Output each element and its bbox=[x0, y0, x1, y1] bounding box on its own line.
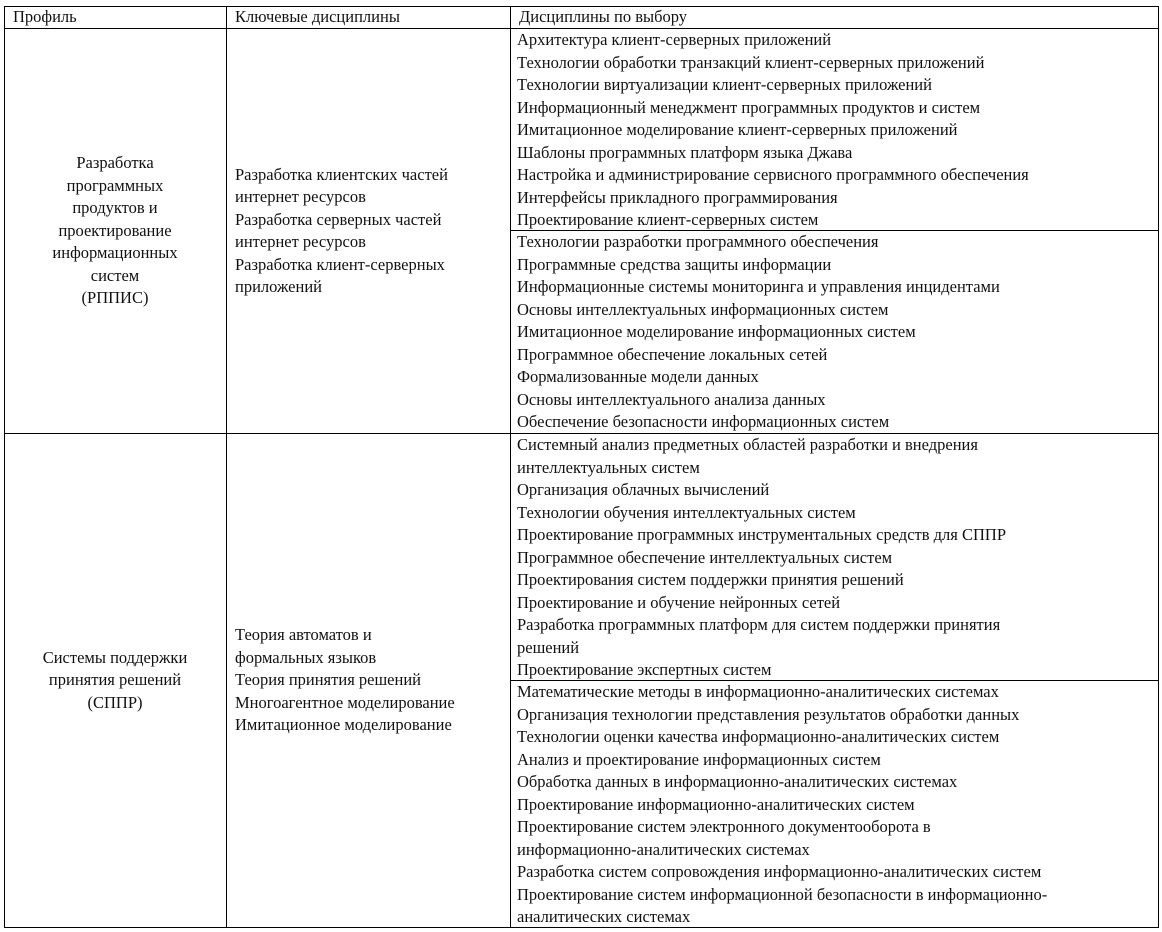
key-discipline-line: Многоагентное моделирование bbox=[235, 692, 455, 712]
elective-item: Проектирование информационно-аналитических систем bbox=[517, 794, 915, 814]
elective-item: Математические методы в информационно-аналитических системах bbox=[517, 682, 999, 701]
profile-line: принятия решений bbox=[48, 670, 182, 690]
profile-line: Разработка bbox=[76, 153, 154, 173]
elective-group bbox=[510, 231, 1159, 434]
elective-item: Организация облачных вычислений bbox=[517, 480, 770, 499]
elective-item: Обработка данных в информационно-аналитических системах bbox=[517, 772, 958, 791]
elective-item: Программные средства защиты информации bbox=[517, 254, 832, 274]
elective-item: Разработка программных платформ для систем поддержки принятия bbox=[517, 615, 1001, 634]
key-discipline-line: Разработка серверных частей bbox=[235, 209, 442, 229]
elective-group bbox=[510, 29, 1159, 232]
elective-item: интеллектуальных систем bbox=[517, 457, 700, 477]
key-discipline-line: Разработка клиент-серверных bbox=[235, 254, 445, 274]
key-discipline-line: Теория автоматов и bbox=[235, 625, 372, 645]
profile-cell bbox=[4, 434, 226, 927]
elective-item: Программное обеспечение локальных сетей bbox=[517, 344, 828, 364]
elective-item: Интерфейсы прикладного программирования bbox=[517, 187, 838, 207]
elective-item: Настройка и администрирование сервисного программного обеспечения bbox=[517, 165, 1029, 184]
key-discipline-line: Теория принятия решений bbox=[235, 670, 421, 690]
elective-item: Организация технологии представления результатов обработки данных bbox=[517, 704, 1020, 724]
elective-item: решений bbox=[517, 637, 580, 657]
elective-item: Анализ и проектирование информационных систем bbox=[517, 749, 881, 769]
elective-group bbox=[510, 434, 1159, 682]
key-discipline-line: приложений bbox=[235, 277, 322, 296]
key-discipline-line: Имитационное моделирование bbox=[235, 715, 452, 735]
profile-cell bbox=[4, 29, 226, 433]
profile-line: проектирование bbox=[58, 220, 172, 240]
elective-item: Технологии обучения интеллектуальных систем bbox=[517, 502, 856, 522]
profile-line: продуктов и bbox=[72, 198, 158, 218]
elective-item: Формализованные модели данных bbox=[517, 367, 759, 386]
elective-item: информационно-аналитических системах bbox=[517, 839, 810, 859]
profile-line: систем bbox=[90, 265, 140, 285]
profile-line: Системы поддержки bbox=[42, 647, 188, 667]
elective-item: Технологии разработки программного обеспечения bbox=[517, 232, 879, 251]
profile-line: (РППИС) bbox=[81, 288, 149, 308]
elective-item: Технологии виртуализации клиент-серверных приложений bbox=[517, 75, 932, 94]
header-key-disciplines: Ключевые дисциплины bbox=[235, 7, 400, 26]
elective-item: Информационный менеджмент программных продуктов и систем bbox=[517, 97, 981, 117]
profile-line: программных bbox=[66, 175, 164, 195]
profile-line: информационных bbox=[52, 243, 178, 263]
elective-item: Шаблоны программных платформ языка Джава bbox=[517, 142, 853, 162]
elective-item: Основы интеллектуального анализа данных bbox=[517, 389, 826, 409]
elective-item: Обеспечение безопасности информационных систем bbox=[517, 412, 890, 431]
elective-group bbox=[510, 681, 1159, 929]
elective-item: аналитических системах bbox=[517, 907, 691, 926]
elective-item: Проектирования систем поддержки принятия решений bbox=[517, 570, 904, 589]
elective-item: Информационные системы мониторинга и управления инцидентами bbox=[517, 277, 1000, 296]
elective-item: Проектирование экспертных систем bbox=[517, 660, 772, 679]
elective-item: Проектирование клиент-серверных систем bbox=[517, 210, 819, 229]
elective-item: Проектирование программных инструментальных средств для СППР bbox=[517, 525, 1006, 544]
elective-item: Технологии оценки качества информационно-аналитических систем bbox=[517, 727, 1000, 746]
key-discipline-line: Разработка клиентских частей bbox=[235, 164, 448, 184]
header-profile: Профиль bbox=[13, 7, 77, 26]
elective-item: Архитектура клиент-серверных приложений bbox=[517, 30, 832, 49]
elective-item: Проектирование систем информационной безопасности в информационно- bbox=[517, 884, 1048, 904]
disciplines-table bbox=[4, 6, 1159, 928]
elective-item: Имитационное моделирование информационных систем bbox=[517, 322, 916, 341]
key-disciplines-cell bbox=[226, 29, 510, 433]
profile-line: (СППР) bbox=[87, 692, 143, 712]
elective-item: Основы интеллектуальных информационных систем bbox=[517, 299, 889, 319]
header-elective-disciplines: Дисциплины по выбору bbox=[519, 7, 688, 26]
elective-item: Технологии обработки транзакций клиент-серверных приложений bbox=[517, 52, 985, 72]
elective-item: Разработка систем сопровождения информационно-аналитических систем bbox=[517, 862, 1042, 881]
elective-item: Системный анализ предметных областей разработки и внедрения bbox=[517, 435, 978, 454]
elective-item: Проектирование систем электронного документооборота в bbox=[517, 817, 931, 836]
key-disciplines-cell bbox=[226, 434, 510, 927]
key-discipline-line: интернет ресурсов bbox=[235, 187, 366, 206]
elective-item: Проектирование и обучение нейронных сетей bbox=[517, 592, 841, 612]
key-discipline-line: формальных языков bbox=[235, 647, 377, 667]
key-discipline-line: интернет ресурсов bbox=[235, 232, 366, 251]
elective-item: Имитационное моделирование клиент-серверных приложений bbox=[517, 120, 958, 139]
elective-item: Программное обеспечение интеллектуальных систем bbox=[517, 547, 893, 567]
